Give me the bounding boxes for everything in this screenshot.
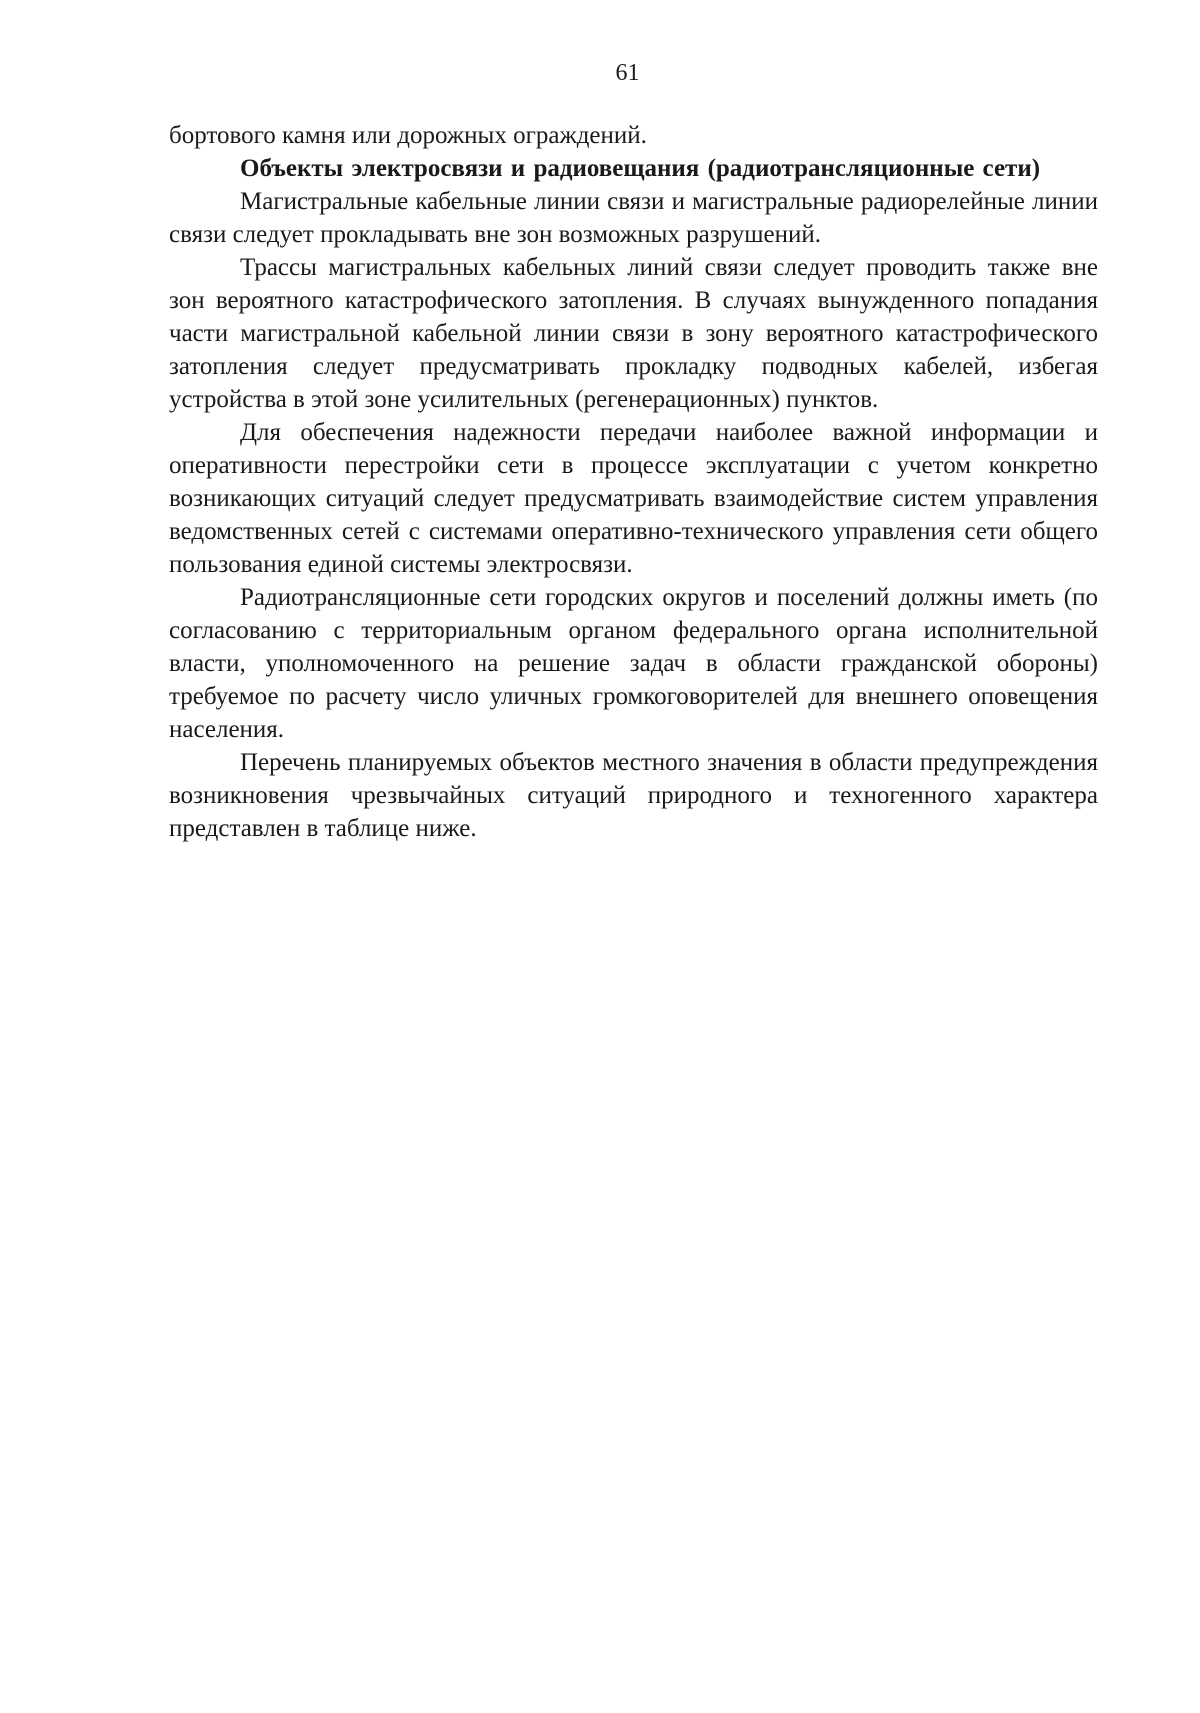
page-number: 61 <box>615 60 640 86</box>
document-body <box>169 119 1098 845</box>
paragraph-trunk-lines: Магистральные кабельные линии связи и магистральные радиорелейные линии связи следует прокладывать вне зон возможных разрушений. <box>169 188 1098 248</box>
paragraph-broadcast-networks: Радиотрансляционные сети городских округов и поселений должны иметь (по согласованию с территориальным органом федерального органа исполнительной власти, уполномоченного на решение задач в области гражданской обороны) требуемое по расчету число уличных громкоговорителей для внешнего оповещения населения. <box>169 584 1098 743</box>
paragraph-reliability: Для обеспечения надежности передачи наиболее важной информации и оперативности перестройки сети в процессе эксплуатации с учетом конкретно возникающих ситуаций следует предусматривать взаимодействие систем управления ведомственных сетей с системами оперативно-технического управления сети общего пользования единой системы электросвязи. <box>169 419 1098 578</box>
paragraph-objects-list: Перечень планируемых объектов местного значения в области предупреждения возникновения чрезвычайных ситуаций природного и техногенного характера представлен в таблице ниже. <box>169 749 1098 842</box>
paragraph-continuation: бортового камня или дорожных ограждений. <box>169 122 647 149</box>
section-heading: Объекты электросвязи и радиовещания (радиотрансляционные сети) <box>240 155 1041 182</box>
paragraph-cable-routes: Трассы магистральных кабельных линий связи следует проводить также вне зон вероятного катастрофического затопления. В случаях вынужденного попадания части магистральной кабельной линии связи в зону вероятного катастрофического затопления следует предусматривать прокладку подводных кабелей, избегая устройства в этой зоне усилительных (регенерационных) пунктов. <box>169 254 1098 413</box>
